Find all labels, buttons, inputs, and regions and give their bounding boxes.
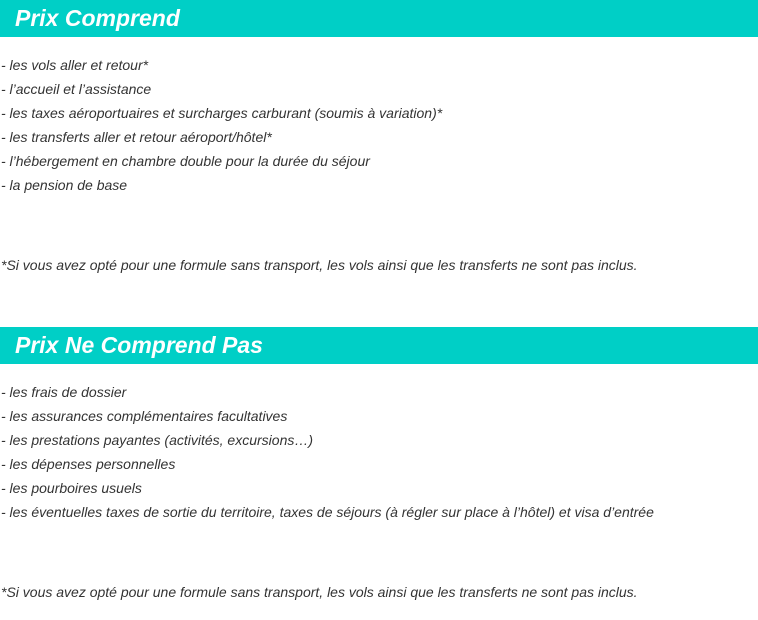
list-item: - les pourboires usuels	[1, 480, 142, 496]
list-item: - la pension de base	[1, 177, 128, 193]
list-item: - les vols aller et retour*	[1, 57, 149, 73]
price-excludes-list	[1, 380, 654, 524]
price-excludes-footnote: *Si vous avez opté pour une formule sans transport, les vols ainsi que les transferts ne sont pas inclus.	[1, 584, 638, 600]
list-item: - les transferts aller et retour aéroport/hôtel*	[1, 129, 272, 145]
list-item: - les taxes aéroportuaires et surcharges carburant (soumis à variation)*	[1, 105, 443, 121]
list-item: - les éventuelles taxes de sortie du territoire, taxes de séjours (à régler sur place à l’hôtel) et visa d’entrée	[1, 504, 654, 520]
list-item: - les assurances complémentaires facultatives	[1, 408, 288, 424]
list-item: - les dépenses personnelles	[1, 456, 176, 472]
list-item: - les prestations payantes (activités, excursions…)	[1, 432, 314, 448]
price-includes-list	[1, 53, 442, 197]
price-includes-footnote: *Si vous avez opté pour une formule sans transport, les vols ainsi que les transferts ne sont pas inclus.	[1, 257, 638, 273]
list-item: - l’hébergement en chambre double pour la durée du séjour	[1, 153, 370, 169]
price-includes-heading: Prix Comprend	[0, 0, 758, 37]
list-item: - les frais de dossier	[1, 384, 127, 400]
list-item: - l’accueil et l’assistance	[1, 81, 152, 97]
price-excludes-heading: Prix Ne Comprend Pas	[0, 327, 758, 364]
